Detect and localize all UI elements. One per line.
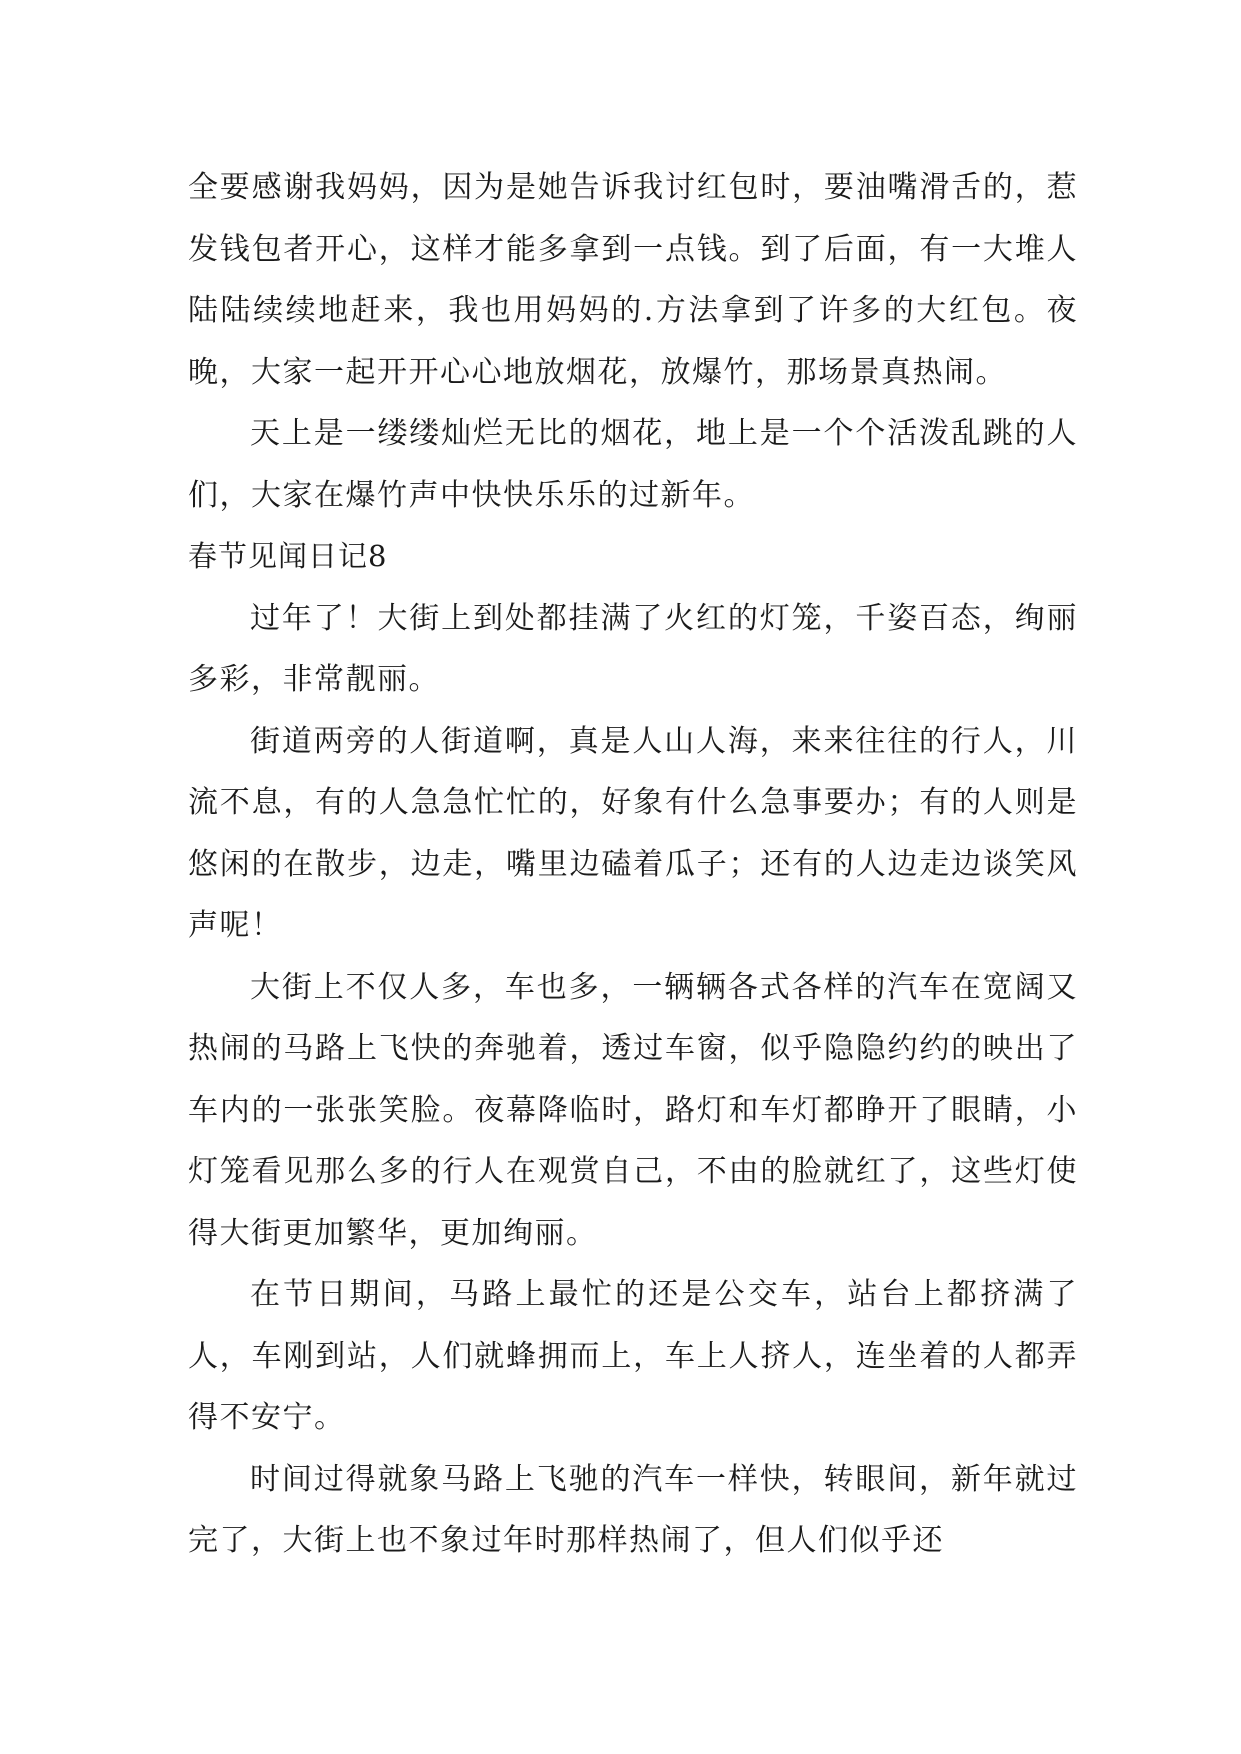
paragraph-buses: 在节日期间，马路上最忙的还是公交车，站台上都挤满了人，车刚到站，人们就蜂拥而上，车上人挤人，连坐着的人都弄得不安宁。 (188, 1277, 1078, 1435)
paragraph-lanterns: 过年了！大街上到处都挂满了火红的灯笼，千姿百态，绚丽多彩，非常靓丽。 (188, 600, 1078, 697)
section-title: 春节见闻日记8 (188, 539, 388, 573)
document-body (188, 157, 1078, 1572)
paragraph-continued: 全要感谢我妈妈，因为是她告诉我讨红包时，要油嘴滑舌的，惹发钱包者开心，这样才能多拿到一点钱。到了后面，有一大堆人陆陆续续地赶来，我也用妈妈的.方法拿到了许多的大红包。夜晚，大家一起开开心心地放烟花，放爆竹，那场景真热闹。 (188, 170, 1078, 390)
paragraph-street-crowds: 街道两旁的人街道啊，真是人山人海，来来往往的行人，川流不息，有的人急急忙忙的，好象有什么急事要办；有的人则是悠闲的在散步，边走，嘴里边磕着瓜子；还有的人边走边谈笑风声呢！ (188, 723, 1078, 943)
paragraph-cars: 大街上不仅人多，车也多，一辆辆各式各样的汽车在宽阔又热闹的马路上飞快的奔驰着，透过车窗，似乎隐隐约约的映出了车内的一张张笑脸。夜幕降临时，路灯和车灯都睁开了眼睛，小灯笼看见那么多的行人在观赏自己，不由的脸就红了，这些灯使得大街更加繁华，更加绚丽。 (188, 969, 1078, 1251)
paragraph-time-passing: 时间过得就象马路上飞驰的汽车一样快，转眼间，新年就过完了，大街上也不象过年时那样热闹了，但人们似乎还 (188, 1461, 1078, 1558)
paragraph-fireworks: 天上是一缕缕灿烂无比的烟花，地上是一个个活泼乱跳的人们，大家在爆竹声中快快乐乐的过新年。 (188, 416, 1078, 513)
